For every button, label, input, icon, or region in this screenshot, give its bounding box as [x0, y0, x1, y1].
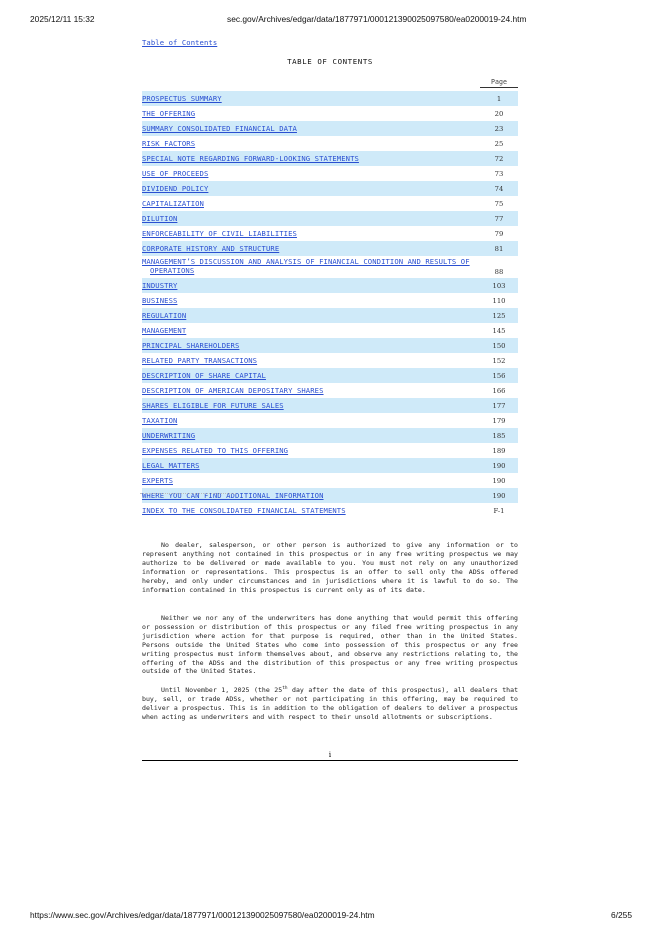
toc-row: [142, 428, 518, 443]
toc-entry-link[interactable]: DILUTION: [142, 213, 178, 223]
toc-page-number: 177: [492, 401, 506, 410]
toc-entry: [142, 446, 480, 456]
toc-page-number: 145: [492, 326, 506, 335]
toc-entry: [142, 461, 480, 471]
toc-page-number: 88: [494, 268, 504, 276]
toc-entry-link[interactable]: THE OFFERING: [142, 108, 196, 118]
toc-page-number: 1: [496, 94, 502, 103]
toc-entry: [142, 214, 480, 224]
toc-page-number: 190: [492, 461, 506, 470]
toc-row: [142, 166, 518, 181]
toc-row: [142, 151, 518, 166]
toc-entry-link[interactable]: DESCRIPTION OF AMERICAN DEPOSITARY SHARES: [142, 385, 324, 395]
toc-page-number: 20: [494, 109, 504, 118]
toc-page-number: 189: [492, 446, 506, 455]
toc-entry: [142, 326, 480, 336]
browser-print-footer: [0, 910, 662, 926]
toc-entry-link[interactable]: DIVIDEND POLICY: [142, 183, 209, 193]
toc-entry-link[interactable]: INDEX TO THE CONSOLIDATED FINANCIAL STATEMENTS: [142, 505, 346, 515]
toc-page-number: 103: [492, 281, 506, 290]
toc-page-number: 81: [494, 244, 504, 253]
toc-row: [142, 121, 518, 136]
print-datetime: 2025/12/11 15:32: [30, 14, 95, 24]
toc-page-number: 156: [492, 371, 506, 380]
disclaimer-text-1: No dealer, salesperson, or other person is authorized to give any information or to represent anything not contained in this prospectus or in any free writing prospectus we may authorize to be delivered or made available to you. You must not rely on any unauthorized information or representations. This prospectus is an offer to sell only the ADSs offered hereby, and only under circumstances and in jurisdictions where it is lawful to do so. The information contained in this prospectus is current only as of its date.: [142, 541, 518, 594]
disclaimer-text-2: Neither we nor any of the underwriters has done anything that would permit this offering or possession or distribution of this prospectus or any filed free writing prospectus in any jurisdiction where action for that purpose is required, other than in the United States. Persons outside the United States who come into possession of this prospectus or any free writing prospectus must inform themselves about, and observe any restrictions relating to, the offering of the ADSs and the distribution of this prospectus or any free writing prospectus outside of the United States.: [142, 614, 518, 676]
print-url: https://www.sec.gov/Archives/edgar/data/1877971/000121390025097580/ea0200019-24.htm: [30, 910, 375, 920]
toc-entry: [142, 341, 480, 351]
toc-entry: [142, 244, 480, 254]
toc-entry-link[interactable]: WHERE YOU CAN FIND ADDITIONAL INFORMATION: [142, 490, 324, 500]
toc-row: [142, 226, 518, 241]
toc-entry-link[interactable]: CAPITALIZATION: [142, 198, 204, 208]
toc-entry-link[interactable]: PROSPECTUS SUMMARY: [142, 93, 222, 103]
toc-entry: [142, 311, 480, 321]
toc-row: [142, 256, 518, 278]
disclaimer-text-3a: Until November 1, 2025 (the 25: [161, 686, 283, 694]
toc-list: [142, 91, 518, 518]
toc-entry: [142, 506, 480, 516]
toc-entry: [142, 124, 480, 134]
toc-entry: [142, 139, 480, 149]
toc-entry: [142, 431, 480, 441]
toc-entry-link[interactable]: SHARES ELIGIBLE FOR FUTURE SALES: [142, 400, 284, 410]
toc-entry-link[interactable]: DESCRIPTION OF SHARE CAPITAL: [142, 370, 266, 380]
toc-row: [142, 488, 518, 503]
toc-entry: [142, 184, 480, 194]
toc-entry-link[interactable]: TAXATION: [142, 415, 178, 425]
section-separator: [140, 493, 236, 494]
ordinal-superscript: th: [282, 686, 288, 691]
toc-entry: [142, 401, 480, 411]
toc-entry-link[interactable]: UNDERWRITING: [142, 430, 196, 440]
print-page-title: sec.gov/Archives/edgar/data/1877971/000121390025097580/ea0200019-24.htm: [227, 14, 527, 24]
toc-entry-link[interactable]: MANAGEMENT: [142, 325, 187, 335]
toc-entry: [142, 296, 480, 306]
toc-page-number: 185: [492, 431, 506, 440]
toc-entry: [142, 371, 480, 381]
toc-entry: [142, 229, 480, 239]
toc-page-number: 166: [492, 386, 506, 395]
toc-page-number: 73: [494, 169, 504, 178]
toc-entry: [142, 386, 480, 396]
toc-entry: [142, 281, 480, 291]
toc-entry-link[interactable]: USE OF PROCEEDS: [142, 168, 209, 178]
toc-page-number: 125: [492, 311, 506, 320]
toc-entry: [142, 199, 480, 209]
toc-page-number: 110: [492, 296, 506, 305]
toc-heading: TABLE OF CONTENTS: [287, 57, 373, 66]
toc-entry: [142, 491, 480, 501]
toc-entry-link-continuation[interactable]: OPERATIONS: [150, 266, 195, 275]
toc-page-number: 25: [494, 139, 504, 148]
toc-row: [142, 181, 518, 196]
page-bottom-rule: [142, 760, 518, 761]
toc-entry-link[interactable]: CORPORATE HISTORY AND STRUCTURE: [142, 243, 280, 253]
toc-entry-link[interactable]: RELATED PARTY TRANSACTIONS: [142, 355, 258, 365]
toc-entry-link[interactable]: SPECIAL NOTE REGARDING FORWARD-LOOKING STATEMENTS: [142, 153, 359, 163]
toc-entry: [142, 356, 480, 366]
toc-row: [142, 368, 518, 383]
toc-entry: [142, 154, 480, 164]
print-page-counter: 6/255: [611, 910, 632, 920]
toc-row: [142, 106, 518, 121]
toc-row: [142, 383, 518, 398]
toc-row: [142, 308, 518, 323]
toc-entry-link[interactable]: BUSINESS: [142, 295, 178, 305]
toc-entry-link[interactable]: EXPENSES RELATED TO THIS OFFERING: [142, 445, 289, 455]
toc-entry-link[interactable]: LEGAL MATTERS: [142, 460, 200, 470]
toc-entry: [142, 94, 480, 104]
toc-entry-link[interactable]: REGULATION: [142, 310, 187, 320]
toc-row: [142, 353, 518, 368]
toc-page-number: 72: [494, 154, 504, 163]
toc-page-number: F-1: [493, 506, 505, 515]
toc-page-number: 190: [492, 491, 506, 500]
toc-page-number: 152: [492, 356, 506, 365]
toc-page-number: 190: [492, 476, 506, 485]
toc-page-number: 150: [492, 341, 506, 350]
toc-row: [142, 241, 518, 256]
toc-row: [142, 338, 518, 353]
page-number: i: [328, 750, 332, 759]
table-of-contents-link[interactable]: Table of Contents: [142, 38, 218, 47]
toc-row: [142, 136, 518, 151]
toc-page-number: 79: [494, 229, 504, 238]
toc-page-number: 74: [494, 184, 504, 193]
toc-page-number: 75: [494, 199, 504, 208]
page-column-header: Page: [480, 78, 518, 88]
browser-print-header: [0, 14, 662, 30]
disclaimer-paragraph-1: [142, 541, 518, 594]
toc-entry-link[interactable]: PRINCIPAL SHAREHOLDERS: [142, 340, 240, 350]
toc-row: [142, 458, 518, 473]
disclaimer-paragraph-3: [142, 685, 518, 722]
toc-entry-link[interactable]: EXPERTS: [142, 475, 173, 485]
toc-entry: [142, 476, 480, 486]
toc-entry-link[interactable]: ENFORCEABILITY OF CIVIL LIABILITIES: [142, 228, 297, 238]
toc-row: [142, 196, 518, 211]
toc-entry: [142, 109, 480, 119]
toc-entry: [142, 416, 480, 426]
toc-row: [142, 473, 518, 488]
toc-row: [142, 323, 518, 338]
toc-row: [142, 503, 518, 518]
toc-row: [142, 413, 518, 428]
toc-row: [142, 278, 518, 293]
toc-row: [142, 443, 518, 458]
toc-row: [142, 211, 518, 226]
toc-row: [142, 398, 518, 413]
toc-entry-link[interactable]: SUMMARY CONSOLIDATED FINANCIAL DATA: [142, 123, 297, 133]
toc-page-number: 77: [494, 214, 504, 223]
toc-entry-link[interactable]: RISK FACTORS: [142, 138, 196, 148]
toc-entry-link[interactable]: INDUSTRY: [142, 280, 178, 290]
toc-row: [142, 91, 518, 106]
toc-page-number: 179: [492, 416, 506, 425]
disclaimer-paragraph-2: [142, 614, 518, 676]
toc-entry: [142, 256, 480, 276]
toc-row: [142, 293, 518, 308]
toc-entry: [142, 169, 480, 179]
disclaimer-text-3b: day after the date of this prospectus), all dealers that buy, sell, or trade ADSs, whether or not participating in this offering, may be required to deliver a prospectus. This is in addition to the obligation of dealers to deliver a prospectus when acting as underwriters and with respect to their unsold allotments or subscriptions.: [142, 686, 519, 721]
toc-entry-link[interactable]: MANAGEMENT’S DISCUSSION AND ANALYSIS OF FINANCIAL CONDITION AND RESULTS OF: [142, 257, 470, 266]
toc-page-number: 23: [494, 124, 504, 133]
